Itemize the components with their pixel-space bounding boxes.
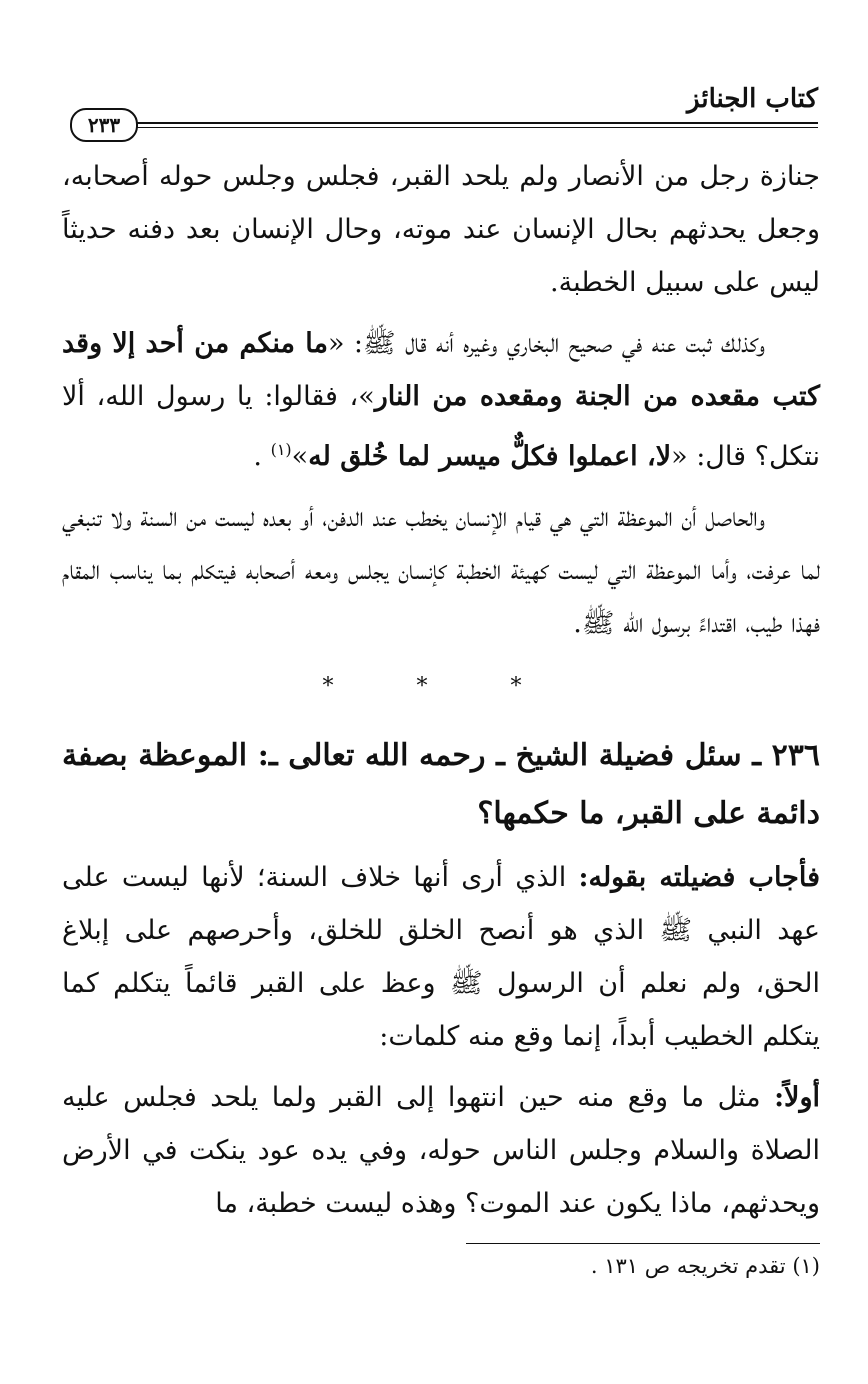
first-point-paragraph	[62, 1071, 820, 1230]
p2-period: .	[253, 441, 262, 472]
first-lead: أولاً:	[774, 1082, 820, 1113]
footnote-ref: (١)	[270, 440, 292, 459]
p2-mid: »، فقالوا: يا رسول الله، ألا نتكل؟ قال: «	[62, 381, 820, 472]
main-text	[62, 150, 820, 1238]
question-heading: ٢٣٦ ـ سئل فضيلة الشيخ ـ رحمه الله تعالى ـ: الموعظة بصفة دائمة على القبر، ما حكمها؟	[62, 738, 820, 831]
hadith-quote-2: لا، اعملوا فكلٌّ ميسر لما خُلق له	[308, 441, 672, 472]
hadith-quote-1: ما منكم من أحد إلا وقد كتب مقعده من الجنة ومقعده من النار	[62, 328, 820, 412]
paragraph-1: جنازة رجل من الأنصار ولم يلحد القبر، فجلس وجلس حوله أصحابه، وجعل يحدثهم بحال الإنسان عند موته، وحال الإنسان بعد دفنه حديثاً ليس على سبيل الخطبة.	[62, 161, 820, 298]
footnote-rule	[466, 1243, 820, 1244]
first-text: مثل ما وقع منه حين انتهوا إلى القبر ولما يلحد فجلس عليه الصلاة والسلام وجلس الناس حوله، وفي يده عود ينكت في الأرض ويحدثهم، ماذا يكون عند الموت؟ وهذه ليست خطبة، ما	[62, 1082, 820, 1219]
page-header	[70, 84, 818, 137]
answer-paragraph	[62, 851, 820, 1063]
page-number: ٢٣٣	[70, 108, 138, 142]
paragraph-3: والحاصل أن الموعظة التي هي قيام الإنسان يخطب عند الدفن، أو بعده ليست من السنة ولا تنبغي لما عرفت، وأما الموعظة التي ليست كهيئة الخطبة كإنسان يجلس ومعه أصحابه فيتكلم بما يناسب المقام فهذا طيب، اقتداءً برسول الله ﷺ.	[62, 502, 820, 639]
p2-end: »	[291, 441, 309, 472]
section-separator: * * *	[322, 674, 560, 699]
answer-text: الذي أرى أنها خلاف السنة؛ لأنها ليست على عهد النبي ﷺ الذي هو أنصح الخلق للخلق، وأحرصهم على إبلاغ الحق، ولم نعلم أن الرسول ﷺ وعظ على القبر قائماً يتكلم كما يتكلم الخطيب أبداً، إنما وقع منه كلمات:	[62, 862, 820, 1052]
p2-intro: وكذلك ثبت عنه في صحيح البخاري وغيره أنه قال ﷺ: «	[327, 328, 765, 359]
paragraph-2	[62, 317, 820, 483]
header-rule	[130, 122, 818, 128]
answer-lead: فأجاب فضيلته بقوله:	[578, 862, 820, 893]
chapter-title: كتاب الجنائز	[687, 84, 818, 114]
footnote: (١) تقدم تخريجه ص ١٣١ .	[590, 1254, 820, 1278]
